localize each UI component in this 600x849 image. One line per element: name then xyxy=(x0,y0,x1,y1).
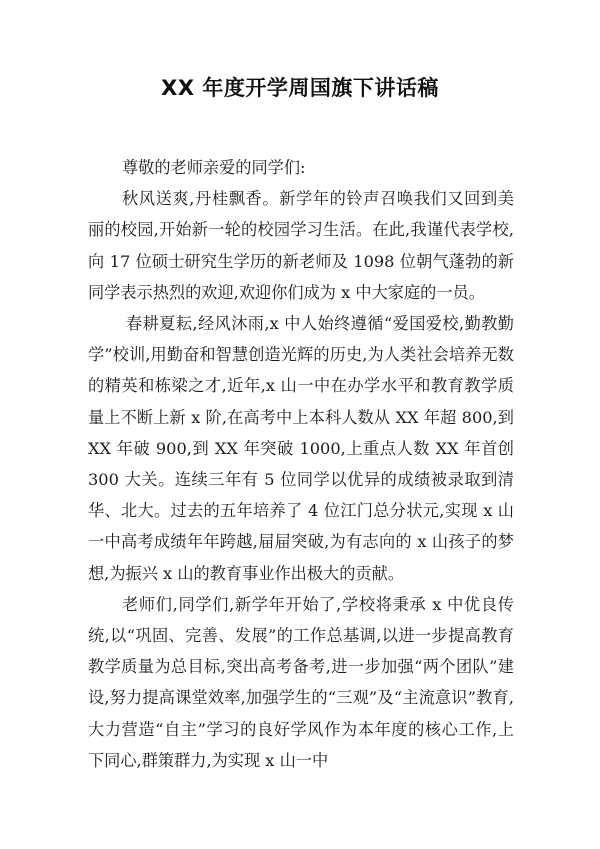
document-title: XX 年度开学周国旗下讲话稿 xyxy=(161,76,439,100)
salutation: 尊敬的老师亲爱的同学们: xyxy=(122,158,306,177)
paragraph-1: 秋风送爽,丹桂飘香。新学年的铃声召唤我们又回到美丽的校园,开始新一轮的校园学习生活。在此,我谨代表学校,向 17 位硕士研究生学历的新老师及 1098 位朝气蓬勃的新同学表示热烈的欢迎,欢迎你们成为 x 中大家庭的一员。 xyxy=(88,189,514,302)
paragraph-2: 春耕夏耘,经风沐雨,x 中人始终遵循“爱国爱校,勤教勤学”校训,用勤奋和智慧创造光辉的历史,为人类社会培养无数的精英和栋梁之才,近年,x 山一中在办学水平和教育教学质量上不断上新 x 阶,在高考中上本科人数从 XX 年超 800,到 XX 年破 900,到 XX 年突破 1000,上重点人数 XX 年首创 300 大关。连续三年有 5 位同学以优异的成绩被录取到清华、北大。过去的五年培养了 4 位江门总分状元,实现 x 山一中高考成绩年年跨越,屇屇突破,为有志向的 x 山孩子的梦想,为振兴 x 山的教育事业作出极大的贡献。 xyxy=(88,314,514,583)
paragraph-3: 老师们,同学们,新学年开始了,学校将秉承 x 中优良传统,以“巩固、完善、发展”的工作总基调,以进一步提高教育教学质量为总目标,突出高考备考,进一步加强“两个团队”建设,努力提高课堂效率,加强学生的“三观”及“主流意识”教育,大力营造“自主”学习的良好学风作为本年度的核心工作,上下同心,群策群力,为实现 x 山一中 xyxy=(88,594,514,770)
document-body xyxy=(88,152,514,776)
